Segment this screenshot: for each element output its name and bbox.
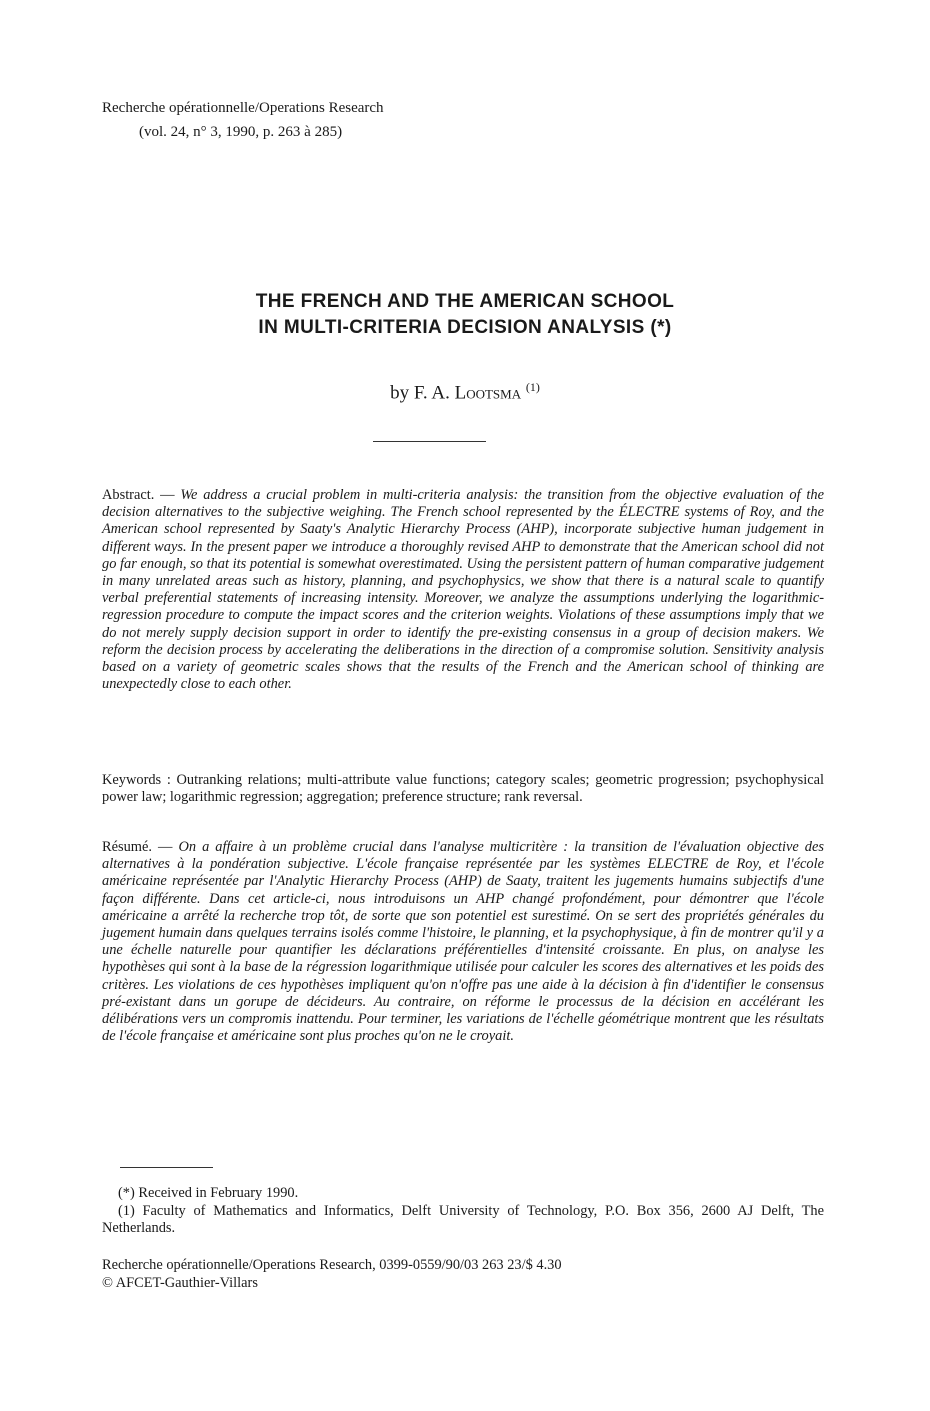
author-byline bbox=[100, 375, 830, 405]
copyright-line: © AFCET-Gauthier-Villars bbox=[102, 1275, 258, 1291]
resume-label: Résumé. — bbox=[102, 839, 179, 855]
keywords-text: Outranking relations; multi-attribute value functions; category scales; geometric progression; psychophysical power law; logarithmic regression; aggregation; preference structure; rank reversal. bbox=[102, 772, 824, 806]
abstract-paragraph bbox=[102, 487, 824, 693]
author-surname: Lootsma bbox=[454, 382, 522, 404]
resume-paragraph bbox=[102, 839, 824, 1045]
paper-title-line-1: THE FRENCH AND THE AMERICAN SCHOOL bbox=[255, 291, 675, 312]
abstract-text: We address a crucial problem in multi-criteria analysis: the transition from the objective evaluation of the decision alternatives to the subjective weighing. The French school represented by the ÉLECTRE systems of Roy, and the American school represented by Saaty's Analytic Hierarchy Process (AHP), incorporate subjective human judgement in different ways. In the present paper we introduce a thoroughly revised AHP to demonstrate that the American school did not go far enough, so that its potential is somewhat overestimated. Using the persistent pattern of human comparative judgement in many unrelated areas such as history, planning, and psychophysics, we show that there is a natural scale to quantify verbal preferential statements of increasing intensity. Moreover, we analyze the assumptions underlying the logarithmic-regression procedure to compute the impact scores and the criterion weights. Violations of these assumptions imply that we do not merely supply decision support in order to identify the pre-existing consensus in a group of decision makers. We reform the decision process by accelerating the deliberations in the direction of a compromise solution. Sensitivity analysis based on a variety of geometric scales shows that the results of the French and the American school of thinking are unexpectedly close to each other. bbox=[102, 487, 824, 693]
journal-issn-line: Recherche opérationnelle/Operations Research, 0399-0559/90/03 263 23/$ 4.30 bbox=[102, 1257, 562, 1273]
author-footnote-marker: (1) bbox=[525, 380, 540, 394]
paper-title-line-2: IN MULTI-CRITERIA DECISION ANALYSIS (*) bbox=[258, 317, 672, 338]
keywords-paragraph bbox=[102, 772, 824, 806]
journal-volume: (vol. 24, n° 3, 1990, p. 263 à 285) bbox=[139, 124, 343, 140]
resume-text: On a affaire à un problème crucial dans l'analyse multicritère : la transition de l'évaluation objective des alternatives à la pondération subjective. L'école française représentée par les systèmes ELECTRE de Roy, et l'école américaine représentée par l'Analytic Hierarchy Process (AHP) de Saaty, traitent les jugements humains subjectifs d'une façon différente. Dans cet article-ci, nous introduisons un AHP changé profondément, pour démontrer que l'école américaine a arrêté la recherche trop tôt, de sorte que son potentiel est surestimé. On se sert des propriétés générales du jugement humain dans quelques terrains isolés comme l'histoire, le planning, et la psychophysique, à fin de montrer qu'il y a une échelle naturelle pour quantifier les déclarations préférentielles d'intensité croissante. En plus, on analyse les hypothèses qui sont à la base de la régression logarithmique utilisée pour calculer les scores des alternatives et les poids des critères. Les violations de ces hypothèses impliquent qu'on n'offre pas une aide à la décision à fin d'identifier le consensus pré-existant dans un gorupe de décideurs. Au contraire, on réforme le processus de la décision en accélérant les délibérations vers un compromis inattendu. Pour terminer, les variations de l'échelle géométrique montrent que les résultats de l'école française et américaine sont plus proches qu'on ne le croyait. bbox=[102, 839, 824, 1045]
title-divider bbox=[373, 441, 486, 442]
footnote-divider bbox=[120, 1167, 213, 1168]
footnote-affiliation: (1) Faculty of Mathematics and Informatics, Delft University of Technology, P.O. Box 356, 2600 AJ Delft, The Netherlands. bbox=[102, 1203, 824, 1237]
journal-name: Recherche opérationnelle/Operations Research bbox=[102, 100, 384, 116]
abstract-label: Abstract. — bbox=[102, 487, 181, 503]
footnote-received: (*) Received in February 1990. bbox=[118, 1185, 299, 1201]
keywords-label: Keywords : bbox=[102, 772, 177, 788]
byline-prefix: by F. A. bbox=[390, 382, 455, 404]
